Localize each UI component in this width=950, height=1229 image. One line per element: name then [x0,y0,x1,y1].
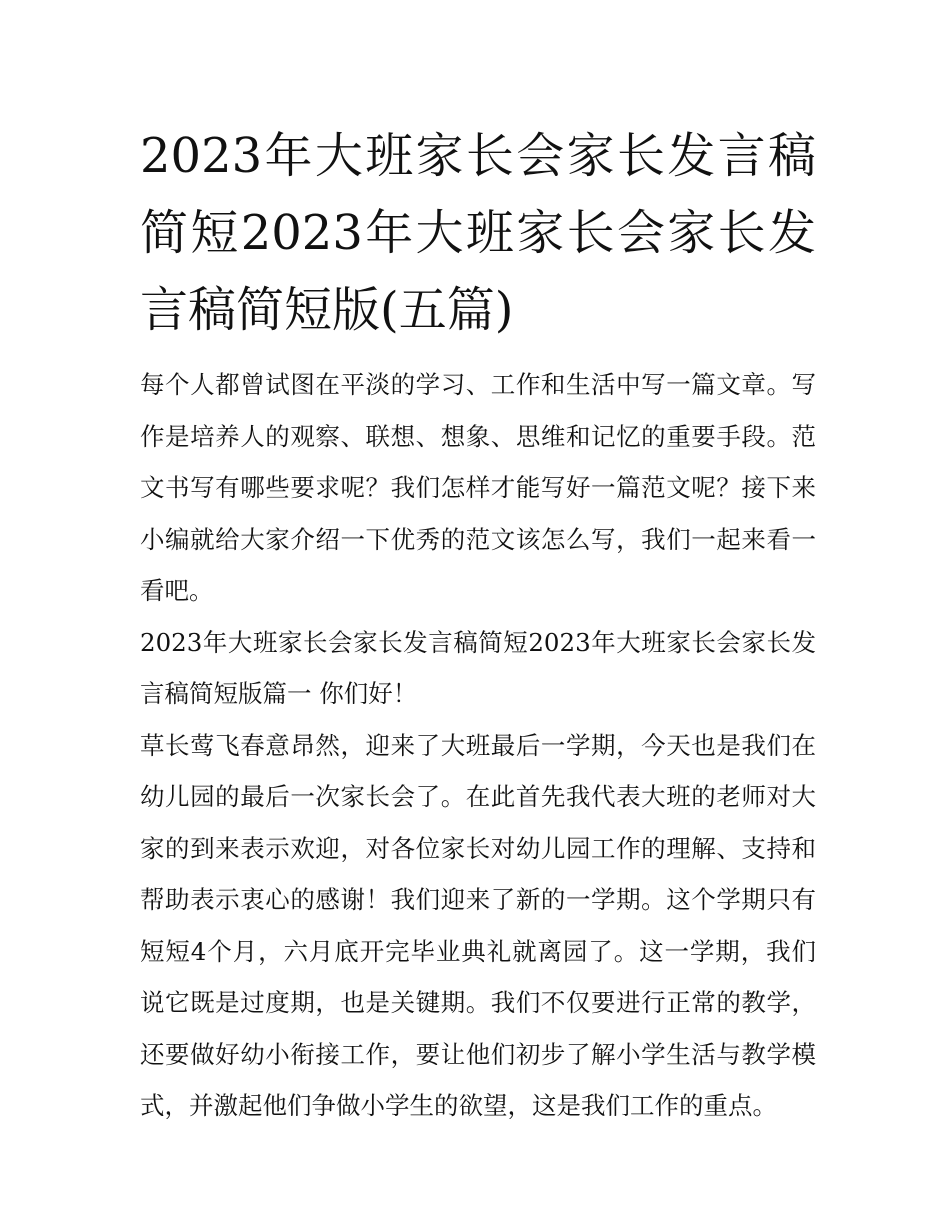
document-title: 2023年大班家长会家长发言稿简短2023年大班家长会家长发言稿简短版(五篇) [140,128,816,338]
body-paragraph: 草长莺飞春意昂然，迎来了大班最后一学期，今天也是我们在幼儿园的最后一次家长会了。在此首先我代表大班的老师对大家的到来表示欢迎，对各位家长对幼儿园工作的理解、支持和帮助表示衷心的感谢！我们迎来了新的一学期。这个学期只有短短4个月，六月底开完毕业典礼就离园了。这一学期，我们说它既是过度期，也是关键期。我们不仅要进行正常的教学，还要做好幼小衔接工作，要让他们初步了解小学生活与教学模式，并激起他们争做小学生的欲望，这是我们工作的重点。 [140,730,816,1120]
intro-paragraph: 每个人都曾试图在平淡的学习、工作和生活中写一篇文章。写作是培养人的观察、联想、想象、思维和记忆的重要手段。范文书写有哪些要求呢？我们怎样才能写好一篇范文呢？接下来小编就给大家介绍一下优秀的范文该怎么写，我们一起来看一看吧。 [140,370,816,605]
document-page [140,118,816,1132]
section-heading: 2023年大班家长会家长发言稿简短2023年大班家长会家长发言稿简短版篇一 你们好！ [140,627,816,708]
